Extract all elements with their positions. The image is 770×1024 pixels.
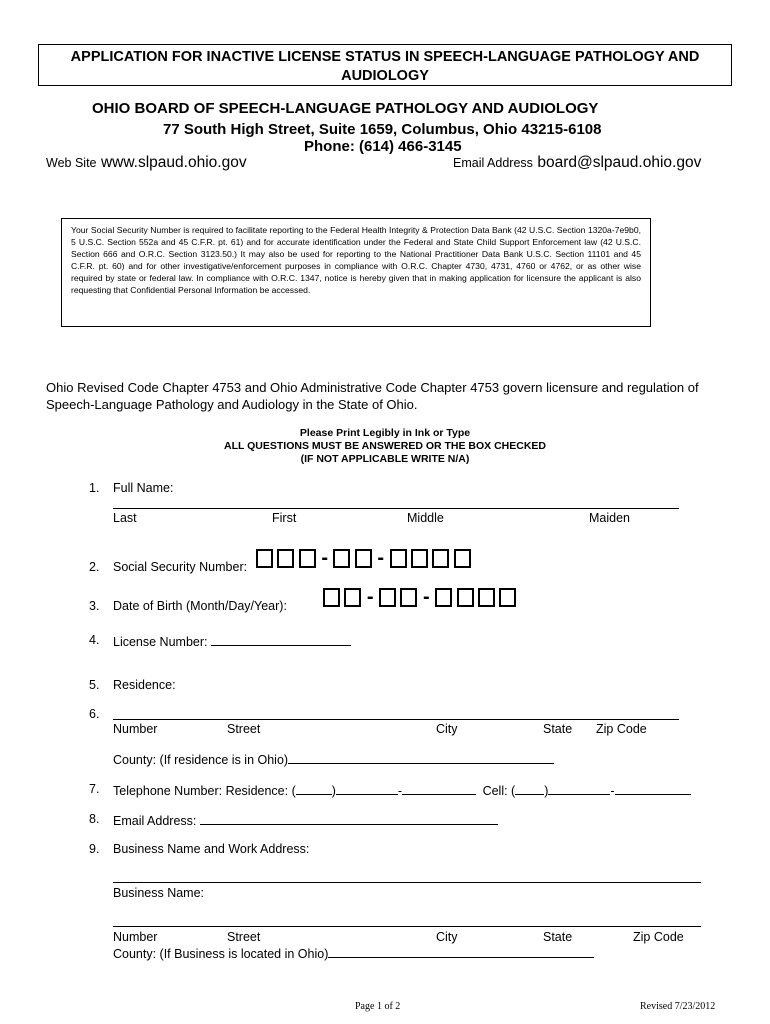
q6-sub-street: Street xyxy=(227,722,261,736)
ssn-dash: - xyxy=(321,547,329,569)
q1-sub-first: First xyxy=(272,511,297,525)
residence-address-field[interactable] xyxy=(113,719,679,720)
q3-number: 3. xyxy=(89,599,100,613)
dob-digit-box[interactable] xyxy=(457,588,474,607)
q9-business-name-label: Business Name: xyxy=(113,886,205,900)
cell-area-code-field[interactable] xyxy=(515,782,544,795)
q4-number: 4. xyxy=(89,633,100,647)
email-address-field[interactable] xyxy=(200,812,498,825)
dob-digit-box[interactable] xyxy=(323,588,340,607)
revised-date: Revised 7/23/2012 xyxy=(640,1001,716,1012)
q5-number: 5. xyxy=(89,678,100,692)
q7-number: 7. xyxy=(89,782,100,796)
q2-number: 2. xyxy=(89,560,100,574)
q9-sub-zip: Zip Code xyxy=(633,930,684,944)
board-phone: Phone: (614) 466-3145 xyxy=(304,138,462,155)
q4-label: License Number: xyxy=(113,635,208,649)
residence-line-field[interactable] xyxy=(402,782,476,795)
q6-sub-city: City xyxy=(436,722,458,736)
email-link[interactable]: board@slpaud.ohio.gov xyxy=(537,154,702,171)
q1-label: Full Name: xyxy=(113,481,174,495)
q9-county-row xyxy=(113,945,594,961)
residence-county-field[interactable] xyxy=(288,751,554,764)
ssn-digit-box[interactable] xyxy=(390,549,407,568)
board-address: 77 South High Street, Suite 1659, Columbus, Ohio 43215-6108 xyxy=(163,121,602,138)
q6-county-label: County: (If residence is in Ohio) xyxy=(113,753,289,767)
ssn-notice-box: Your Social Security Number is required to facilitate reporting to the Federal Health Integrity & Protection Data Bank (42 U.S.C. Section 1320a-7e9b0, 5 U.S.C. Section 552a and 45 C.F.R. pt. 61) and for accurate identification under the Federal and State Child Support Enforcement law (42 U.S.C. Section 666 and O.R.C. Section 3123.50.) It may also be used for reporting to the National Practitioner Data Bank U.S.C. Section 11101 and 45 C.F.R. pt. 60) and for other investigative/enforcement purposes in compliance with O.R.C. Chapter 4730, 4731, 4760 or 4762, or as other wise required by state or federal law. In compliance with O.R.C. 1347, notice is hereby given that in making application for licensure the applicant is also requesting that Confidential Personal Information be accessed. xyxy=(61,218,651,327)
full-name-field[interactable] xyxy=(113,508,679,509)
q9-sub-number: Number xyxy=(113,930,158,944)
q7-dash: - xyxy=(397,784,403,798)
board-name: OHIO BOARD OF SPEECH-LANGUAGE PATHOLOGY AND AUDIOLOGY xyxy=(92,100,599,117)
q6-sub-state: State xyxy=(543,722,573,736)
q9-sub-state: State xyxy=(543,930,573,944)
q9-sub-street: Street xyxy=(227,930,261,944)
cell-prefix-field[interactable] xyxy=(548,782,610,795)
q7-cell-label: Cell: ( xyxy=(482,784,516,798)
ssn-digit-box[interactable] xyxy=(432,549,449,568)
instructions-line1: Please Print Legibly in Ink or Type xyxy=(299,427,471,439)
page-number: Page 1 of 2 xyxy=(355,1001,401,1012)
q1-sub-last: Last xyxy=(113,511,137,525)
q7-cell-paren-close: ) xyxy=(544,784,549,798)
ssn-dash: - xyxy=(377,547,385,569)
intro-line1: Ohio Revised Code Chapter 4753 and Ohio Administrative Code Chapter 4753 govern licensure and regulation of xyxy=(46,380,699,395)
q2-label: Social Security Number: xyxy=(113,560,248,574)
form-title-line2: AUDIOLOGY xyxy=(341,68,429,84)
dob-digit-box[interactable] xyxy=(400,588,417,607)
dob-dash: - xyxy=(366,586,374,608)
q5-label: Residence: xyxy=(113,678,176,692)
instructions-line3: (IF NOT APPLICABLE WRITE N/A) xyxy=(300,453,470,465)
cell-line-field[interactable] xyxy=(615,782,691,795)
q9-label: Business Name and Work Address: xyxy=(113,842,310,856)
ssn-digit-box[interactable] xyxy=(454,549,471,568)
q7-row xyxy=(113,782,691,798)
website-row xyxy=(46,154,247,172)
q6-sub-number: Number xyxy=(113,722,158,736)
dob-dash: - xyxy=(422,586,430,608)
website-link[interactable]: www.slpaud.ohio.gov xyxy=(100,154,247,171)
ssn-digit-box[interactable] xyxy=(299,549,316,568)
q1-number: 1. xyxy=(89,481,100,495)
q1-sub-maiden: Maiden xyxy=(589,511,630,525)
residence-prefix-field[interactable] xyxy=(336,782,398,795)
business-county-field[interactable] xyxy=(328,945,594,958)
form-title xyxy=(38,44,732,86)
ssn-digit-box[interactable] xyxy=(333,549,350,568)
license-number-field[interactable] xyxy=(211,633,351,646)
q8-number: 8. xyxy=(89,812,100,826)
q7-paren-close: ) xyxy=(331,784,336,798)
q1-sub-middle: Middle xyxy=(407,511,444,525)
q7-cell-dash: - xyxy=(610,784,615,798)
q6-county-row xyxy=(113,751,554,767)
ssn-digit-box[interactable] xyxy=(355,549,372,568)
q8-label: Email Address: xyxy=(113,814,197,828)
business-address-field[interactable] xyxy=(113,926,701,927)
website-label: Web Site xyxy=(46,156,97,170)
dob-boxes xyxy=(323,586,516,609)
q9-sub-city: City xyxy=(436,930,458,944)
ssn-digit-box[interactable] xyxy=(277,549,294,568)
dob-digit-box[interactable] xyxy=(499,588,516,607)
ssn-boxes xyxy=(256,547,471,570)
q9-county-label: County: (If Business is located in Ohio) xyxy=(113,947,329,961)
dob-digit-box[interactable] xyxy=(478,588,495,607)
instructions-line2: ALL QUESTIONS MUST BE ANSWERED OR THE BOX CHECKED xyxy=(223,440,547,452)
q6-sub-zip: Zip Code xyxy=(596,722,647,736)
dob-digit-box[interactable] xyxy=(379,588,396,607)
q7-label: Telephone Number: Residence: ( xyxy=(113,784,296,798)
ssn-digit-box[interactable] xyxy=(411,549,428,568)
q8-row xyxy=(113,812,498,828)
q4-row xyxy=(113,633,351,649)
intro-line2: Speech-Language Pathology and Audiology in the State of Ohio. xyxy=(46,397,418,412)
ssn-digit-box[interactable] xyxy=(256,549,273,568)
q3-label: Date of Birth (Month/Day/Year): xyxy=(113,599,287,613)
q9-number: 9. xyxy=(89,842,100,856)
dob-digit-box[interactable] xyxy=(435,588,452,607)
email-row xyxy=(453,154,701,172)
q6-number: 6. xyxy=(89,707,100,721)
form-title-line1: APPLICATION FOR INACTIVE LICENSE STATUS IN SPEECH-LANGUAGE PATHOLOGY AND xyxy=(70,49,700,65)
dob-digit-box[interactable] xyxy=(344,588,361,607)
business-line-field[interactable] xyxy=(113,882,701,883)
residence-area-code-field[interactable] xyxy=(296,782,332,795)
email-label: Email Address xyxy=(453,156,533,170)
